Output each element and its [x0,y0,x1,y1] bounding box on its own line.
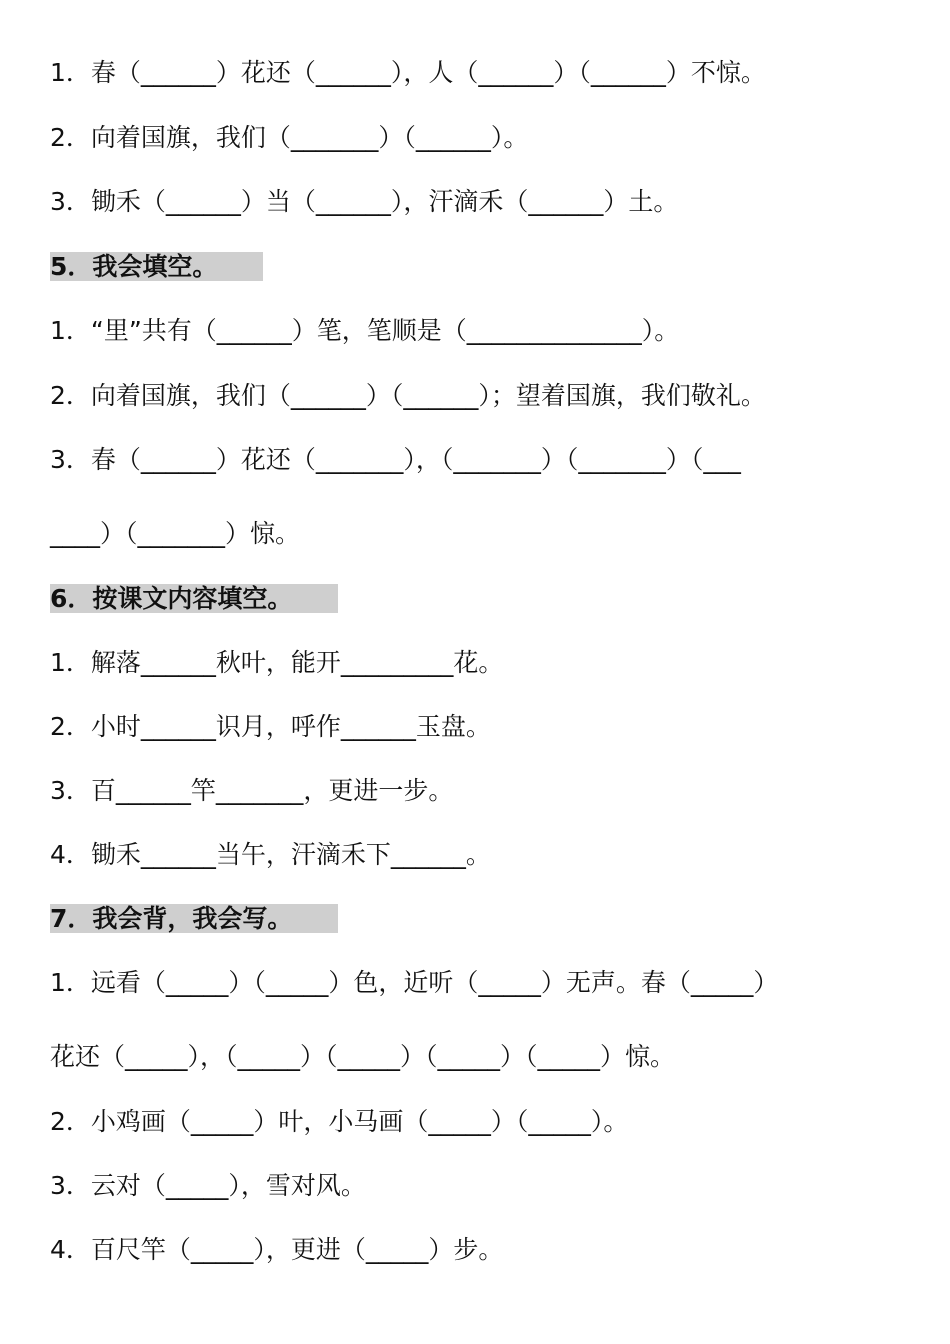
block-a-line-3: 3．锄禾（______）当（______），汗滴禾（______）土。 [50,187,679,216]
section-5-line-3: 3．春（______）花还（_______），（_______）（_______）（___ [50,445,741,474]
section-7-line-1: 1．远看（_____）（_____）色，近听（_____）无声。春（_____） [50,968,779,997]
section-7-line-3: 3．云对（_____），雪对风。 [50,1171,366,1200]
section-6-heading [50,584,338,614]
section-6-line-1: 1．解落______秋叶，能开_________花。 [50,648,504,677]
section-5-line-3-cont: ____）（_______）惊。 [50,519,301,548]
section-6-line-4: 4．锄禾______当午，汗滴禾下______。 [50,840,491,869]
section-5-heading-text: 5．我会填空。 [50,252,263,281]
block-a-line-2: 2．向着国旗，我们（_______）（______）。 [50,123,529,152]
section-7-line-1-cont: 花还（_____），（_____）（_____）（_____）（_____）惊。 [50,1042,676,1071]
section-7-line-4: 4．百尺竿（_____），更进（_____）步。 [50,1235,504,1264]
section-7-heading [50,904,338,934]
section-6-heading-text: 6．按课文内容填空。 [50,584,338,613]
section-5-line-2: 2．向着国旗，我们（______）（______）；望着国旗，我们敬礼。 [50,381,766,410]
section-7-heading-text: 7．我会背，我会写。 [50,904,338,933]
section-5-heading [50,252,263,282]
section-5-line-1: 1．“里”共有（______）笔，笔顺是（______________）。 [50,316,680,345]
section-6-line-2: 2．小时______识月，呼作______玉盘。 [50,712,491,741]
block-a-line-1: 1．春（______）花还（______），人（______）（______）不惊。 [50,58,766,87]
section-6-line-3: 3．百______竿_______，更进一步。 [50,776,454,805]
section-7-line-2: 2．小鸡画（_____）叶，小马画（_____）（_____）。 [50,1107,629,1136]
